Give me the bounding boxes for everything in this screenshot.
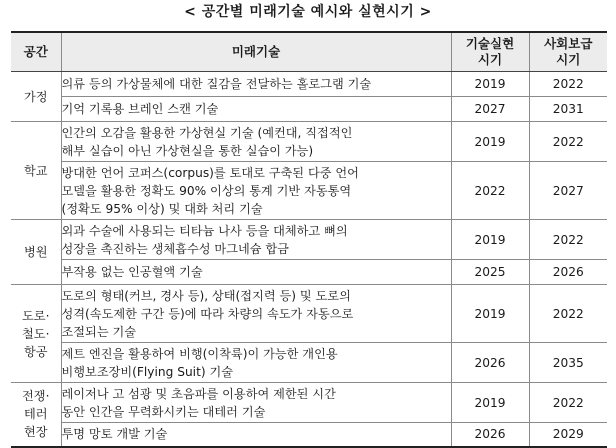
table-row: [11, 72, 607, 97]
social-year-cell: 2035: [529, 343, 607, 383]
social-year-cell: 2022: [529, 72, 607, 97]
tech-year-cell: 2019: [451, 72, 529, 97]
tech-cell: 인간의 오감을 활용한 가상현실 기술 (예컨대, 직접적인 해부 실습이 아닌 가상현실을 통한 실습이 가능): [61, 122, 451, 162]
tech-year-cell: 2019: [451, 383, 529, 423]
social-year-cell: 2022: [529, 285, 607, 343]
social-year-cell: 2031: [529, 97, 607, 122]
tech-cell: 부작용 없는 인공혈액 기술: [61, 260, 451, 285]
table-row: [11, 162, 607, 220]
table-row: [11, 383, 607, 423]
tech-cell: 기억 기록용 브레인 스캔 기술: [61, 97, 451, 122]
tech-year-cell: 2019: [451, 285, 529, 343]
space-school: 학교: [11, 122, 61, 220]
header-space: 공간: [11, 32, 61, 72]
table-row: [11, 97, 607, 122]
header-tech-year: 기술실현 시기: [451, 32, 529, 72]
social-year-cell: 2027: [529, 162, 607, 220]
space-war-terror: 전쟁· 테러 현장: [11, 383, 61, 447]
table-row: [11, 220, 607, 260]
tech-cell: 투명 망토 개발 기술: [61, 423, 451, 447]
table-row: [11, 343, 607, 383]
future-tech-table: [11, 31, 607, 448]
social-year-cell: 2026: [529, 260, 607, 285]
tech-year-cell: 2019: [451, 220, 529, 260]
tech-year-cell: 2026: [451, 343, 529, 383]
tech-cell: 방대한 언어 코퍼스(corpus)를 토대로 구축된 다중 언어 모델을 활용한 정확도 90% 이상의 통계 기반 자동통역 (정확도 95% 이상) 및 대화 처리 기술: [61, 162, 451, 220]
table-caption: < 공간별 미래기술 예시와 실현시기 >: [184, 4, 432, 20]
header-row: [11, 32, 607, 72]
tech-year-cell: 2027: [451, 97, 529, 122]
space-transport: 도로· 철도· 항공: [11, 285, 61, 383]
tech-cell: 제트 엔진을 활용하여 비행(이착륙)이 가능한 개인용 비행보조장비(Flying Suit) 기술: [61, 343, 451, 383]
table-row: [11, 260, 607, 285]
social-year-cell: 2022: [529, 383, 607, 423]
tech-year-cell: 2022: [451, 162, 529, 220]
space-home: 가정: [11, 72, 61, 122]
social-year-cell: 2022: [529, 220, 607, 260]
table-row: [11, 285, 607, 343]
tech-year-cell: 2019: [451, 122, 529, 162]
tech-cell: 레이저나 고 섬광 및 초음파를 이용하여 제한된 시간 동안 인간을 무력화시키는 대테러 기술: [61, 383, 451, 423]
space-hospital: 병원: [11, 220, 61, 285]
social-year-cell: 2029: [529, 423, 607, 447]
header-social-year: 사회보급 시기: [529, 32, 607, 72]
social-year-cell: 2022: [529, 122, 607, 162]
table-row: [11, 122, 607, 162]
tech-cell: 외과 수술에 사용되는 티타늄 나사 등을 대체하고 뼈의 성장을 촉진하는 생체흡수성 마그네슘 합금: [61, 220, 451, 260]
tech-cell: 도로의 형태(커브, 경사 등), 상태(접지력 등) 및 도로의 성격(속도제한 구간 등)에 따라 차량의 속도가 자동으로 조절되는 기술: [61, 285, 451, 343]
header-tech: 미래기술: [61, 32, 451, 72]
tech-year-cell: 2025: [451, 260, 529, 285]
tech-cell: 의류 등의 가상물체에 대한 질감을 전달하는 홀로그램 기술: [61, 72, 451, 97]
tech-year-cell: 2026: [451, 423, 529, 447]
